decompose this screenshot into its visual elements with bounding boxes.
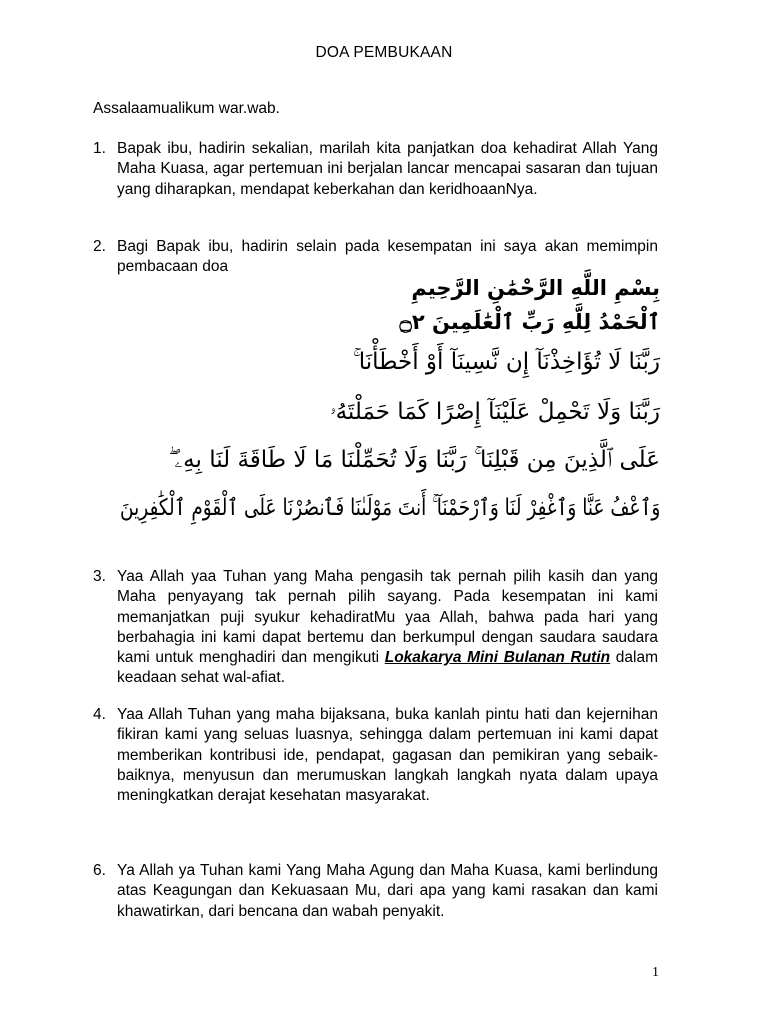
arabic-verse-line: رَبَّنَا وَلَا تَحْمِلْ عَلَيْنَآ إِصْرًا كَمَا حَمَلْتَهُۥ [329,399,660,425]
arabic-basmala: بِسْمِ اللَّهِ الرَّحْمَٰنِ الرَّحِيمِ [411,276,660,300]
list-item [93,861,658,922]
page-number: 1 [652,965,659,980]
item-text-part: dalam keadaan sehat wal-afiat. [117,649,658,687]
item-number: 2. [93,238,106,255]
arabic-verse-line: عَلَى ٱلَّذِينَ مِن قَبْلِنَا ۚ رَبَّنَا وَلَا تُحَمِّلْنَا مَا لَا طَاقَةَ لَنَا بِهِۦ ۖ [168,447,660,473]
arabic-hamdalah: ٱلْحَمْدُ لِلَّهِ رَبِّ ٱلْعَٰلَمِينَ ۝٢ [399,310,660,334]
item-number: 1. [93,140,106,157]
item-text-part: Yaa Allah yaa Tuhan yang Maha pengasih tak pernah pilih kasih dan yang Maha penyayang tak pernah pilih sayang. Pada kesempatan ini kami memanjatkan puji syukur kehadiratMu yaa Allah, bahwa pada hari yang berbahagia ini kami dapat bertemu dan berkumpul dengan saudara saudara kami untuk menghadiri dan mengikuti [117,568,658,667]
event-name: Lokakarya Mini Bulanan Rutin [384,649,611,667]
arabic-verse-line: رَبَّنَا لَا تُؤَاخِذْنَآ إِن نَّسِينَآ أَوْ أَخْطَأْنَا ۚ [352,349,660,375]
item-number: 3. [93,568,106,585]
arabic-prayer [120,276,660,536]
item-text [117,567,658,689]
arabic-verse-line: وَٱعْفُ عَنَّا وَٱغْفِرْ لَنَا وَٱرْحَمْنَآ ۚ أَنتَ مَوْلَىٰنَا فَٱنصُرْنَا عَلَى ٱلْقَوْمِ ٱلْكَٰفِرِينَ [119,495,660,521]
item-number: 6. [93,862,106,879]
list-item [93,705,658,806]
item-text: Bagi Bapak ibu, hadirin selain pada kesempatan ini saya akan memimpin pembacaan doa [117,238,658,276]
item-text: Ya Allah ya Tuhan kami Yang Maha Agung dan Maha Kuasa, kami berlindung atas Keagungan dan Kekuasaan Mu, dari apa yang kami rasakan dan kami khawatirkan, dari bencana dan wabah penyakit. [117,862,658,920]
list-item [93,567,658,689]
greeting: Assalaamualikum war.wab. [93,100,280,117]
item-text: Yaa Allah Tuhan yang maha bijaksana, buka kanlah pintu hati dan kejernihan fikiran kami yang seluas luasnya, sehingga dalam pertemuan ini kami dapat memberikan kontribusi ide, pendapat, gagasan dan pemikiran yang sebaik-baiknya, menyusun dan merumuskan langkah langkah nyata dalam upaya meningkatkan derajat kesehatan masyarakat. [117,706,658,805]
list-item [93,139,658,200]
item-number: 4. [93,706,106,723]
item-text: Bapak ibu, hadirin sekalian, marilah kita panjatkan doa kehadirat Allah Yang Maha Kuasa, agar pertemuan ini berjalan lancar mencapai sasaran dan tujuan yang diharapkan, mendapat keberkahan dan keridhoaanNya. [117,140,658,198]
document-title: DOA PEMBUKAAN [315,44,453,61]
list-item [93,237,658,278]
